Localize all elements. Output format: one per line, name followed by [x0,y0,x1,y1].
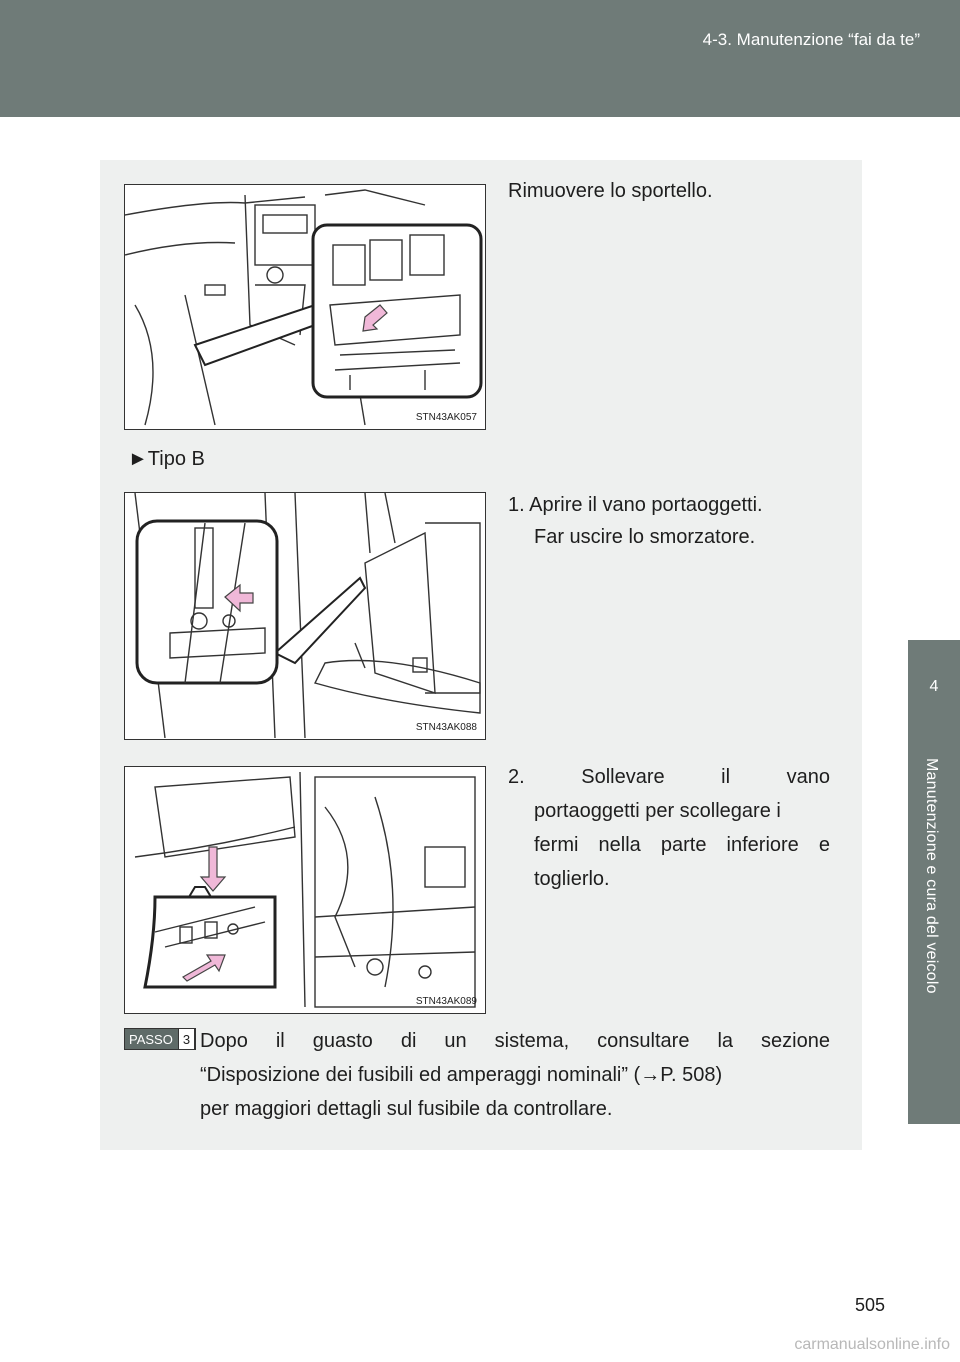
final-line-2: “Disposizione dei fusibili ed amperaggi nominali” (→P. 508) [200,1064,723,1086]
illustration-glovebox-open [125,493,484,738]
step-2-line-2: portaoggetti per scollegare i [534,800,781,822]
illustration-dashboard [125,185,484,428]
section-title: 4-3. Manutenzione “fai da te” [702,30,920,49]
figure-code: STN43AK089 [415,996,477,1007]
type-b-label: ►Tipo B [128,448,205,470]
step-remove-panel: Rimuovere lo sportello. [508,180,713,202]
illustration-glovebox-removal [125,767,484,1012]
final-line-1: Dopo il guasto di un sistema, consultare la sezione [200,1030,830,1052]
page-header [0,0,960,117]
final-line-3: per maggiori dettagli sul fusibile da controllare. [200,1098,613,1120]
figure-glovebox-remove [124,766,486,1014]
step-badge-number: 3 [178,1028,195,1050]
figure-code: STN43AK057 [415,412,477,423]
step-1-line-1: 1. Aprire il vano portaoggetti. [508,494,763,516]
page-number: 505 [854,1295,885,1315]
chapter-number: 4 [929,678,939,695]
figure-code: STN43AK088 [415,722,477,733]
figure-remove-panel [124,184,486,430]
figure-glovebox-damper [124,492,486,740]
step-badge [124,1028,196,1050]
chapter-number-tab[interactable] [908,640,960,746]
step-2-line-4: toglierlo. [534,868,610,890]
step-2-line-3: fermi nella parte inferiore e [534,834,830,856]
chapter-label: Manutenzione e cura del veicolo [923,758,940,994]
chapter-label-tab[interactable] [908,746,960,1124]
watermark[interactable]: carmanualsonline.info [794,1336,950,1353]
step-1-line-2: Far uscire lo smorzatore. [534,526,756,548]
step-badge-label: PASSO [129,1032,173,1047]
step-2-line-1: 2. Sollevare il vano [508,766,830,788]
